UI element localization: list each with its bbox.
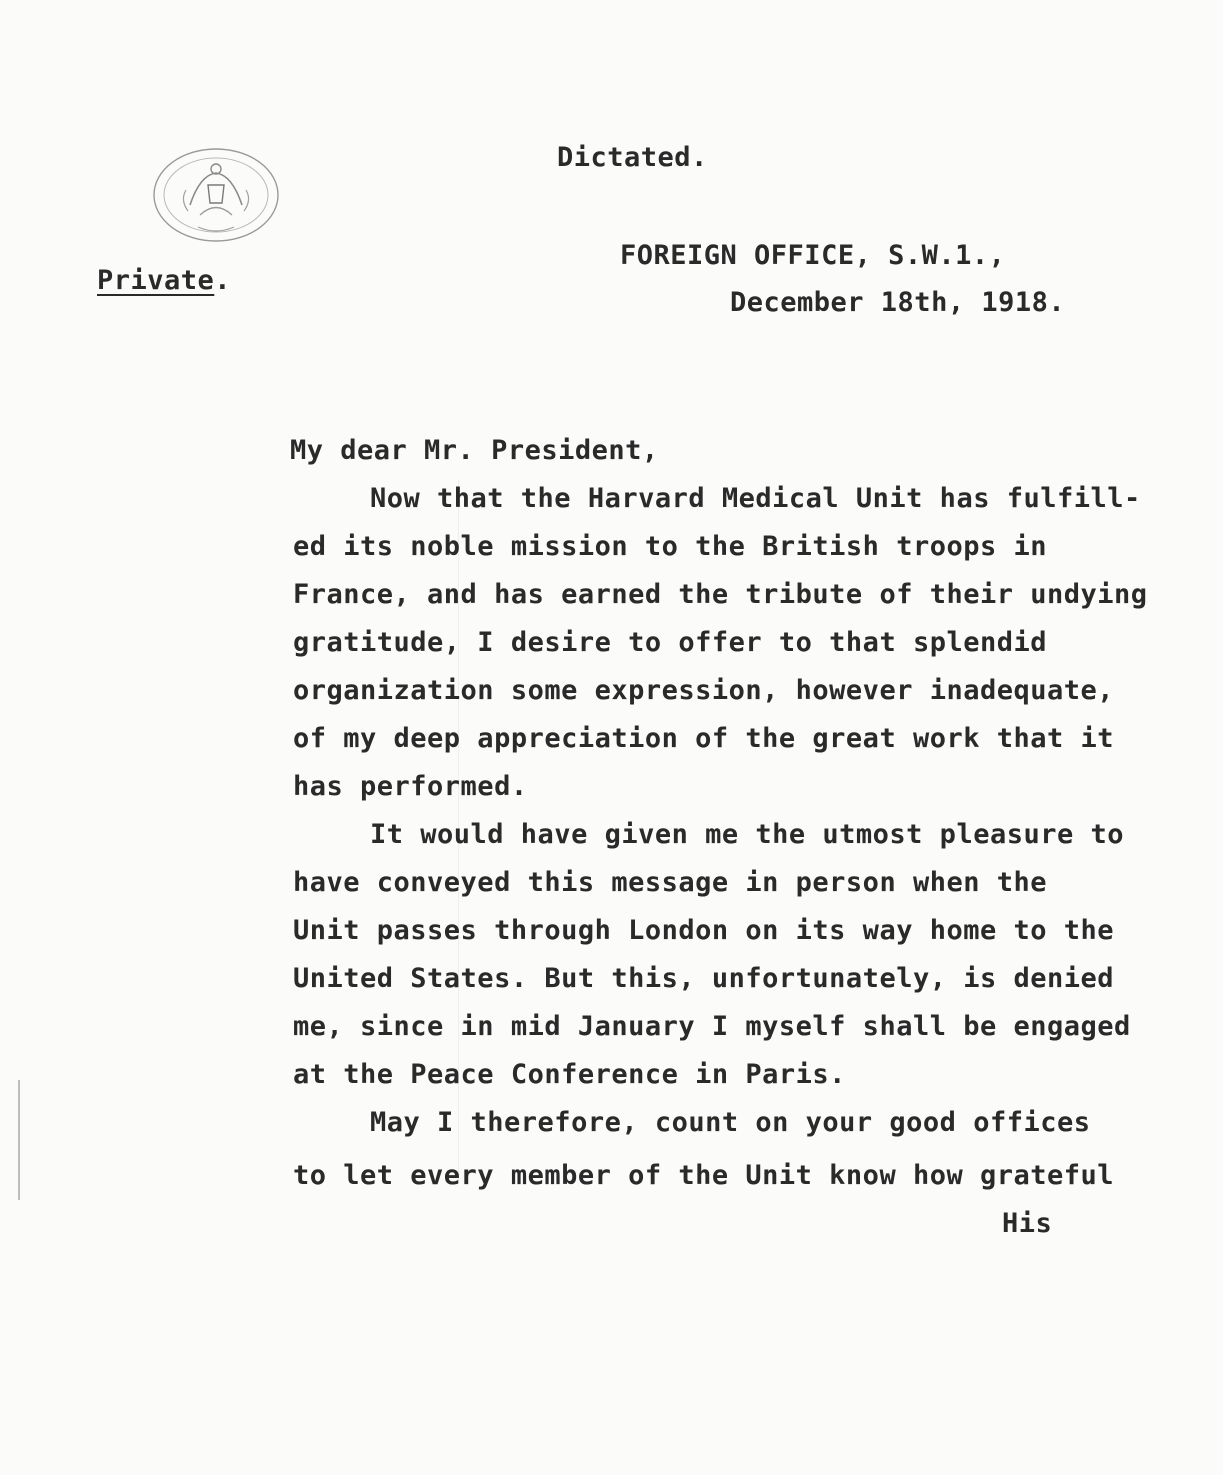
dictated-note: Dictated. — [557, 142, 708, 173]
paper-fold-line — [458, 480, 459, 1180]
body-line: Unit passes through London on its way home to the — [293, 915, 1115, 946]
body-line: at the Peace Conference in Paris. — [293, 1059, 846, 1090]
body-line: France, and has earned the tribute of their undying — [293, 579, 1148, 610]
body-line: gratitude, I desire to offer to that splendid — [293, 627, 1047, 658]
body-line: me, since in mid January I myself shall be engaged — [293, 1011, 1131, 1042]
scan-edge-mark — [18, 1080, 20, 1200]
body-line: organization some expression, however inadequate, — [293, 675, 1115, 706]
salutation: My dear Mr. President, — [290, 435, 659, 466]
body-line: of my deep appreciation of the great work that it — [293, 723, 1115, 754]
letter-date: December 18th, 1918. — [730, 287, 1066, 318]
body-line: United States. But this, unfortunately, is denied — [293, 963, 1115, 994]
private-label — [97, 265, 231, 296]
body-line: to let every member of the Unit know how grateful — [293, 1160, 1115, 1191]
body-line: May I therefore, count on your good offices — [370, 1107, 1091, 1138]
catchword: His — [1002, 1208, 1053, 1239]
body-line: Now that the Harvard Medical Unit has fulfill- — [370, 483, 1141, 514]
private-label-period: . — [214, 265, 232, 296]
embossed-seal-icon — [150, 145, 282, 245]
sender-address: FOREIGN OFFICE, S.W.1., — [620, 240, 1006, 271]
body-line: has performed. — [293, 771, 528, 802]
body-line: It would have given me the utmost pleasure to — [370, 819, 1124, 850]
body-line: have conveyed this message in person when the — [293, 867, 1047, 898]
private-label-text: Private — [97, 265, 215, 296]
body-line: ed its noble mission to the British troops in — [293, 531, 1047, 562]
